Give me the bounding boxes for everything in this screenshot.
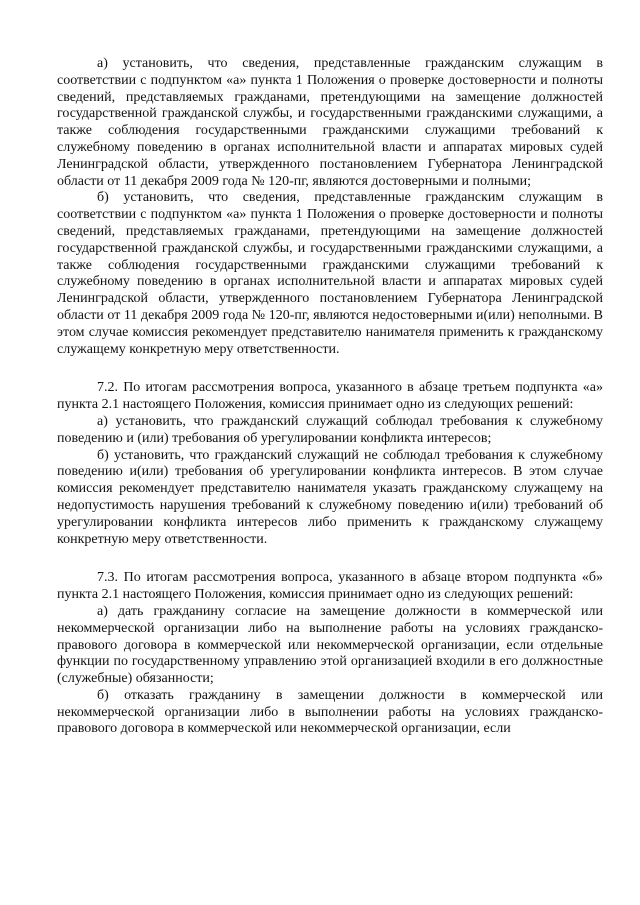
paragraph-7-2-a: а) установить, что гражданский служащий соблюдал требования к служебному поведению и (или) требования об урегулировании конфликта интересов; (57, 413, 603, 446)
paragraph-7-1-b: б) установить, что сведения, представленные гражданским служащим в соответствии с подпунктом «а» пункта 1 Положения о проверке достоверности и полноты сведений, представляемых гражданами, претендующими на замещение должностей государственной гражданской службы, и государственными гражданскими служащими, а также соблюдения государственными гражданскими служащими требований к служебному поведению в органах исполнительной власти и аппаратах мировых судей Ленинградской области, утвержденного постановлением Губернатора Ленинградской области от 11 декабря 2009 года № 120-пг, являются недостоверными и(или) неполными. В этом случае комиссия рекомендует представителю нанимателя применить к гражданскому служащему конкретную меру ответственности. (57, 190, 603, 357)
paragraph-7-3-b: б) отказать гражданину в замещении должности в коммерческой или некоммерческой организации либо в выполнении работы на условиях гражданско-правового договора в коммерческой или некоммерческой организации, если (57, 687, 603, 737)
paragraph-7-3: 7.3. По итогам рассмотрения вопроса, указанного в абзаце втором подпункта «б» пункта 2.1 настоящего Положения, комиссия принимает одно из следующих решений: (57, 570, 603, 603)
paragraph-7-1-a: а) установить, что сведения, представленные гражданским служащим в соответствии с подпунктом «а» пункта 1 Положения о проверке достоверности и полноты сведений, представляемых гражданами, претендующими на замещение должностей государственной гражданской службы, и государственными гражданскими служащими, а также соблюдения государственными гражданскими служащими требований к служебному поведению в органах исполнительной власти и аппаратах мировых судей Ленинградской области, утвержденного постановлением Губернатора Ленинградской области от 11 декабря 2009 года № 120-пг, являются достоверными и полными; (57, 56, 603, 189)
paragraph-7-3-a: а) дать гражданину согласие на замещение должности в коммерческой или некоммерческой организации либо на выполнение работы на условиях гражданско-правового договора в коммерческой или некоммерческой организации, если отдельные функции по государственному управлению этой организацией входили в его должностные (служебные) обязанности; (57, 603, 603, 687)
section-gap (57, 548, 603, 570)
paragraph-7-2-b: б) установить, что гражданский служащий не соблюдал требования к служебному поведению и(или) требования об урегулировании конфликта интересов. В этом случае комиссия рекомендует представителю нанимателя указать гражданскому служащему на недопустимость нарушения требований к служебному поведению и(или) требований об урегулировании конфликта интересов либо применить к гражданскому служащему конкретную меру ответственности. (57, 447, 603, 547)
document-page (57, 56, 603, 738)
paragraph-7-2: 7.2. По итогам рассмотрения вопроса, указанного в абзаце третьем подпункта «а» пункта 2.1 настоящего Положения, комиссия принимает одно из следующих решений: (57, 380, 603, 413)
section-gap (57, 358, 603, 380)
